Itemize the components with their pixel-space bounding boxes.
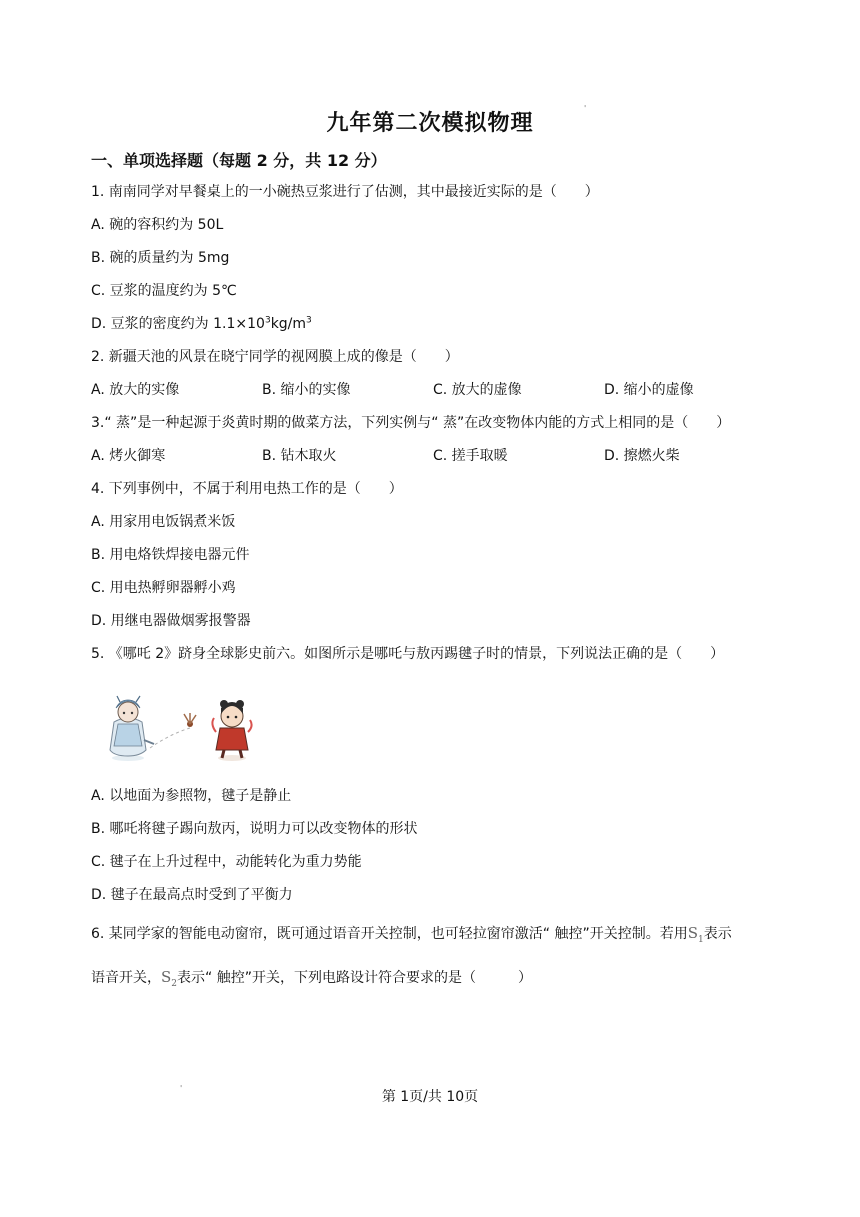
question-4-option-b: B. 用电烙铁焊接电器元件: [91, 547, 250, 563]
question-6-line-1: [91, 923, 732, 950]
switch-s2-subscript: 2: [171, 979, 178, 989]
question-2-option-d: D. 缩小的虚像: [604, 382, 694, 398]
switch-s1-symbol: [687, 924, 704, 945]
illustration-svg: [100, 694, 260, 764]
switch-s2-symbol: [161, 968, 178, 989]
switch-s1-letter: S: [687, 924, 699, 942]
option-d-text: D. 豆浆的密度约为 1.1×10: [91, 316, 265, 332]
question-4-stem: 4. 下列事例中，不属于利用电热工作的是（ ）: [91, 481, 403, 497]
question-1-stem: 1. 南南同学对早餐桌上的一小碗热豆浆进行了估测，其中最接近实际的是（ ）: [91, 184, 599, 200]
question-5-stem: 5. 《哪吒 2》跻身全球影史前六。如图所示是哪吒与敖丙踢毽子时的情景，下列说法正确的是（ ）: [91, 646, 725, 662]
question-5-option-d: D. 毽子在最高点时受到了平衡力: [91, 887, 293, 903]
page-footer: 第 1页/共 10页: [381, 1089, 479, 1105]
question-1-option-c: C. 豆浆的温度约为 5℃: [91, 283, 237, 299]
question-6-text-a: 6. 某同学家的智能电动窗帘，既可通过语音开关控制，也可轻拉窗帘激活“ 触控”开关控制。若用: [91, 926, 688, 942]
nezha-shuttlecock-illustration: [100, 694, 260, 764]
question-1-option-d: [91, 314, 312, 334]
question-3-option-b: B. 钻木取火: [262, 448, 337, 464]
option-d-unit-exponent: 3: [306, 315, 312, 326]
question-2-option-b: B. 缩小的实像: [262, 382, 351, 398]
question-4-option-d: D. 用继电器做烟雾报警器: [91, 613, 251, 629]
question-3-option-a: A. 烤火御寒: [91, 448, 166, 464]
nezha-figure: [212, 700, 251, 761]
question-6-text-b: 表示: [703, 926, 732, 942]
question-4-option-c: C. 用电热孵卵器孵小鸡: [91, 580, 236, 596]
option-d-unit: kg/m: [270, 316, 307, 332]
question-5-option-c: C. 毽子在上升过程中，动能转化为重力势能: [91, 854, 362, 870]
motion-trail: [150, 728, 190, 748]
question-6-text-d: 表示“ 触控”开关，下列电路设计符合要求的是（ ）: [177, 970, 532, 986]
ao-bing-figure: [110, 696, 154, 761]
scan-mark-2: ': [180, 1084, 183, 1093]
question-3-stem: 3.“ 蒸”是一种起源于炎黄时期的做菜方法，下列实例与“ 蒸”在改变物体内能的方式上相同的是（ ）: [91, 415, 731, 431]
question-1-option-b: B. 碗的质量约为 5mg: [91, 250, 230, 266]
question-6-text-c: 语音开关，: [91, 970, 161, 986]
question-1-option-a: A. 碗的容积约为 50L: [91, 217, 224, 233]
question-2-stem: 2. 新疆天池的风景在晓宁同学的视网膜上成的像是（ ）: [91, 349, 459, 365]
scan-mark: ': [584, 104, 587, 113]
question-4-option-a: A. 用家用电饭锅煮米饭: [91, 514, 236, 530]
question-3-option-c: C. 搓手取暖: [433, 448, 508, 464]
question-6-line-2: [91, 967, 532, 994]
question-5-option-a: A. 以地面为参照物，毽子是静止: [91, 788, 292, 804]
option-d-exponent: 3: [264, 315, 271, 326]
question-2-option-c: C. 放大的虚像: [433, 382, 522, 398]
switch-s1-subscript: 1: [698, 935, 704, 945]
question-5-option-b: B. 哪吒将毽子踢向敖丙，说明力可以改变物体的形状: [91, 821, 418, 837]
section-heading: 一、单项选择题（每题 2 分，共 12 分）: [91, 151, 387, 170]
question-3-option-d: D. 擦燃火柴: [604, 448, 680, 464]
question-2-option-a: A. 放大的实像: [91, 382, 180, 398]
page-title: 九年第二次模拟物理: [326, 111, 534, 136]
shuttlecock: [184, 713, 196, 727]
switch-s2-letter: S: [161, 968, 172, 986]
